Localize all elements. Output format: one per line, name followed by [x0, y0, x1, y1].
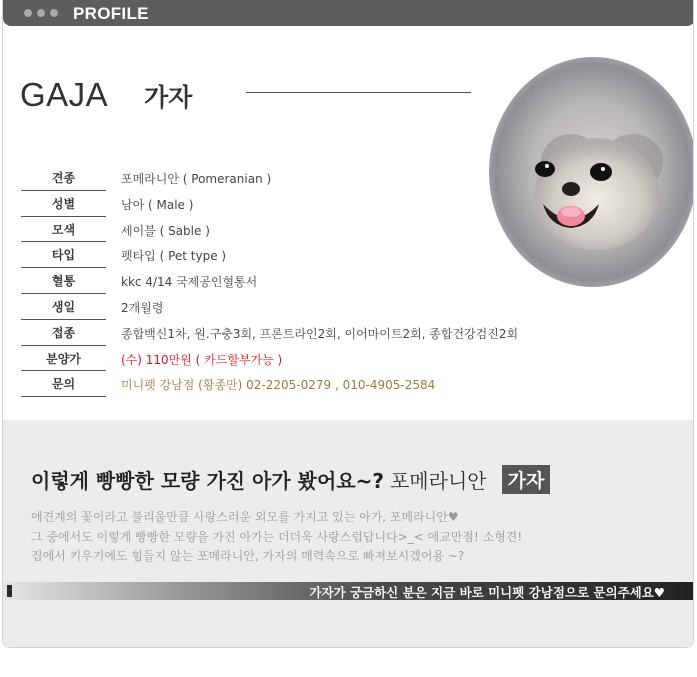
info-label: 성별: [21, 193, 106, 217]
info-value: 종합백신1차, 원.구충3회, 프론트라인2회, 이어마이트2회, 종합건강검진2회: [121, 326, 519, 341]
info-row-color: [21, 219, 581, 245]
dog-name-english: GAJA: [20, 76, 109, 113]
info-label: 타입: [21, 244, 106, 268]
info-value: 포메라니안 ( Pomeranian ): [121, 172, 272, 186]
promo-description: [31, 508, 522, 567]
info-value-contact: 미니펫 강남점 (황종만) 02-2205-0279 , 010-4905-2584: [121, 378, 436, 393]
profile-header-bar: [3, 0, 694, 26]
info-value-price: (수) 110만원 ( 카드할부가능 ): [121, 352, 283, 367]
info-row-type: [21, 244, 581, 270]
info-value: kkc 4/14 국제공인혈통서: [121, 275, 258, 290]
info-label: 문의: [21, 373, 106, 397]
header-title: PROFILE: [73, 4, 149, 23]
info-value: 남아 ( Male ): [121, 197, 194, 212]
header-dots-icon: [24, 9, 58, 17]
promo-description-line: 애견계의 꽃이라고 불리울만큼 사랑스러운 외모를 가지고 있는 아가, 포메라니안♥: [31, 510, 459, 524]
name-divider-line: [246, 92, 471, 93]
contact-banner: [3, 582, 694, 600]
promo-section: [3, 420, 694, 648]
info-row-birth: [21, 296, 581, 322]
info-label: 견종: [21, 167, 106, 191]
info-row-contact: [21, 373, 581, 399]
contact-banner-text: 가자가 궁금하신 분은 지금 바로 미니펫 강남점으로 문의주세요♥: [309, 585, 665, 600]
profile-info-list: [21, 167, 581, 399]
info-label: 접종: [21, 322, 106, 346]
info-row-vaccination: [21, 322, 581, 348]
info-label: 생일: [21, 296, 106, 320]
promo-headline: [31, 465, 550, 494]
info-label: 모색: [21, 219, 106, 243]
promo-name-tag: 가자: [502, 465, 551, 494]
info-row-sex: [21, 193, 581, 219]
info-value: 세이블 ( Sable ): [121, 223, 210, 238]
info-value: 펫타입 ( Pet type ): [121, 249, 227, 264]
info-value: 2개월령: [121, 300, 164, 315]
promo-headline-breed: 포메라니안: [389, 469, 487, 493]
info-label: 분양가: [21, 348, 106, 372]
info-label: 혈통: [21, 270, 106, 294]
profile-card: [2, 0, 694, 648]
info-row-pedigree: [21, 270, 581, 296]
info-row-price: [21, 348, 581, 374]
dog-name-korean: 가자: [144, 83, 193, 112]
promo-description-line: 집에서 키우기에도 힘들지 않는 포메라니안, 가자의 매력속으로 빠져보시겠어용 ~?: [31, 549, 465, 563]
promo-description-line: 그 중에서도 이렇게 빵빵한 모량을 가진 아가는 더더욱 사랑스럽답니다>_< 애교만점! 소형견!: [31, 529, 523, 544]
promo-headline-main: 이렇게 빵빵한 모량 가진 아가 봤어요~?: [31, 469, 384, 493]
info-row-breed: [21, 167, 581, 193]
